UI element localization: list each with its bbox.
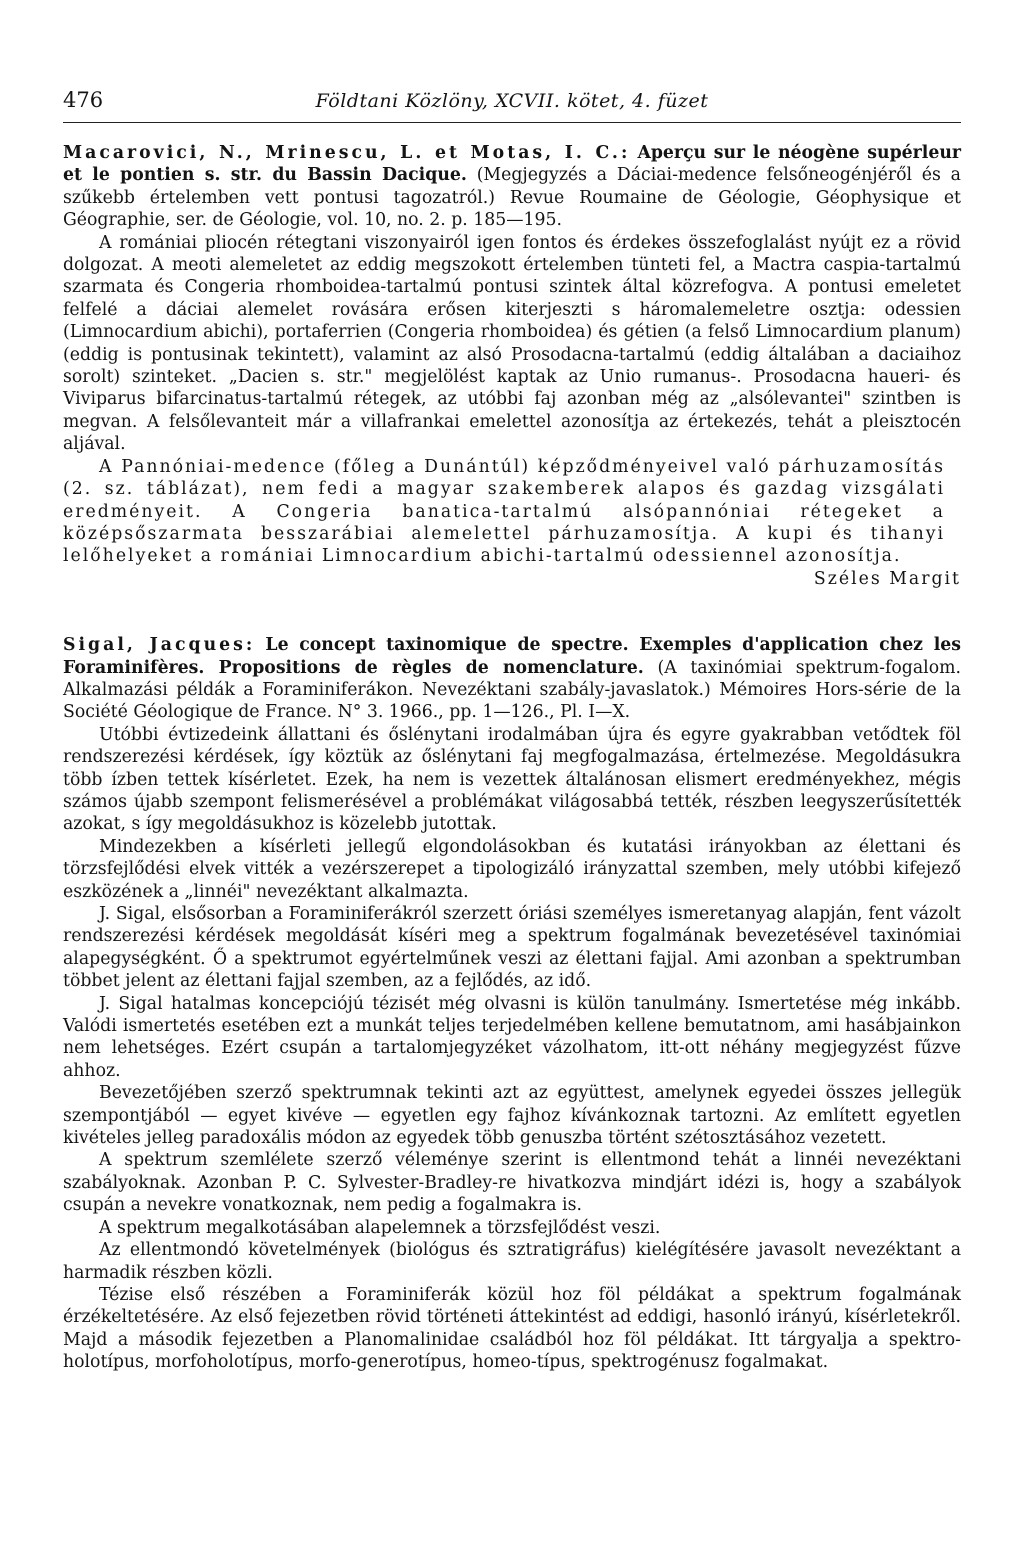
reference-authors: Sigal, Jacques:	[63, 635, 256, 656]
review-paragraph: J. Sigal, elsősorban a Foraminiferákról szerzett óriási személyes ismeretanyag alapján, fent vázolt rendszerezési kérdések megoldását kíséri meg a spektrum fogalmának bevezetésével taxinómiai alapegységként. Ő a spektrumot egyértelműnek veszi az élettani fajjal. Ami azonban a spektrumban többet jelent az élettani fajjal szemben, az a fejlődés, az idő.	[63, 904, 961, 992]
reference-sigal	[63, 634, 961, 724]
review-paragraph: A spektrum megalkotásában alapelemnek a törzsfejlődést veszi.	[99, 1217, 661, 1238]
reference-details: (Megjegyzés a Dáciai-medence felsőneogénjéről és a szűkebb értelemben vett pontusi tagozatról.) Revue Roumaine de Géologie, Géophysique et Géographie, ser. de Géologie, vol. 10, no. 2. p. 185—195.	[63, 165, 961, 231]
review-macarovici	[63, 232, 961, 591]
review-sigal	[63, 724, 961, 1374]
page-header	[63, 88, 961, 123]
reference-details: (A taxinómiai spektrum-fogalom. Alkalmazási példák a Foraminiferákon. Nevezéktani szabály-javaslatok.) Mémoires Hors-série de la Société Géologique de France. N° 3. 1966., pp. 1—126., Pl. I—X.	[63, 657, 961, 723]
review-paragraph: A romániai pliocén rétegtani viszonyairól igen fontos és érdekes összefoglalást nyújt ez a rövid dolgozat. A meoti alemeletet az eddig megszokott értelemben tünteti fel, a Mactra caspia-tartalmú szarmata és Congeria rhomboidea-tartalmú pontusi szintek által közrefogva. A pontusi emeletet felfelé a dáciai alemelet rovására erősen kiterjeszti s háromalemeletre osztja: odessien (Limnocardium abichi), portaferrien (Congeria rhomboidea) és gétien (a felső Limnocardium planum) (eddig is pontusinak tekintett), valamint az alsó Prosodacna-tartalmú (eddig általában a daciaihoz sorolt) szinteket. „Dacien s. str." megjelölést kaptak az Unio rumanus-. Prosodacna haueri- és Viviparus bifarcinatus-tartalmú rétegek, az utóbbi faj azonban még az „alsólevantei" szintben is megvan. A felsőlevanteit már a villafrankai emelettel azonosítja az értekezés, tehát a pleisztocén aljával.	[63, 232, 961, 455]
text-column	[63, 142, 961, 1374]
signature-text: Széles Margit	[813, 568, 961, 589]
review-paragraph-text: A Pannóniai-medence (főleg a Dunántúl) képződményeivel való párhuzamosítás (2. sz. táblázat), nem fedi a magyar szakemberek alapos és gazdag vizsgálati eredményeit. A Congeria banatica-tartalmú alsópannóniai rétegeket a középsőszarmata besszarábiai alemelettel párhuzamosítja. A kupi és tihanyi lelőhelyeket a romániai Limnocardium abichi-tartalmú odessiennel azonosítja.	[63, 456, 945, 567]
review-paragraph: A spektrum szemlélete szerző véleménye szerint is ellentmond tehát a linnéi nevezéktani szabályoknak. Azonban P. C. Sylvester-Bradley-re hivatkozva mindjárt idézi is, hogy a szabályok csupán a nevekre vonatkoznak, nem pedig a fogalmakra is.	[63, 1150, 961, 1216]
review-paragraph: Mindezekben a kísérleti jellegű elgondolásokban és kutatási irányokban az élettani és törzsfejlődési elvek vitték a vezérszerepet a tipologizáló irányzattal szemben, mely utóbbi kifejező eszközének a „linnéi" nevezéktant alkalmazta.	[63, 836, 961, 902]
page-number: 476	[63, 88, 104, 112]
review-paragraph: Utóbbi évtizedeink állattani és őslénytani irodalmában újra és egyre gyakrabban vetődtek föl rendszerezési kérdések, így köztük az őslénytani faj megfogalmazása, értelmezése. Megoldásukra több ízben tettek kísérletet. Ezek, ha nem is vezettek általánosan elismert eredményekhez, mégis számos újabb szempont felismerésével a problémákat világosabbá tették, részben leegyszerűsítették azokat, s így megoldásukhoz is közelebb jutottak.	[63, 724, 961, 835]
reference-macarovici	[63, 142, 961, 232]
journal-title: Földtani Közlöny, XCVII. kötet, 4. füzet	[315, 90, 709, 112]
reference-title: Aperçu sur le néogène supérleur et le pontien s. str. du Bassin Dacique.	[63, 143, 961, 186]
reference-authors: Macarovici, N., Mrinescu, L. et Motas, I. C.:	[63, 143, 631, 163]
reference-title: Le concept taxinomique de spectre. Exemples d'application chez les Foraminifères. Propositions de règles de nomenclature.	[63, 635, 961, 678]
review-paragraph	[63, 456, 961, 568]
review-paragraph: Tézise első részében a Foraminiferák közül hoz föl példákat a spektrum fogalmának érzékeltetésére. Az első fejezetben rövid történeti áttekintést ad eddigi, hasonló irányú, kísérletekről. Majd a második fejezetben a Planomalinidae családból hoz föl példákat. Itt tárgyalja a spektro-holotípus, morfoholotípus, morfo-generotípus, homeo-típus, spektrogénusz fogalmakat.	[63, 1284, 961, 1373]
review-paragraph: Bevezetőjében szerző spektrumnak tekinti azt az együttest, amelynek egyedei összes jellegük szempontjából — egyet kivéve — egyetlen egy fajhoz kívánkoznak tartozni. Az említett egyetlen kivételes jelleg paradoxális módon az egyedek több genuszba történt szétosztásához vezetett.	[63, 1083, 961, 1149]
review-paragraph: Az ellentmondó követelmények (biológus és sztratigráfus) kielégítésére javasolt nevezéktant a harmadik részben közli.	[63, 1240, 961, 1283]
review-paragraph: J. Sigal hatalmas koncepciójú tézisét még olvasni is külön tanulmány. Ismertetése még inkább. Valódi ismertetés esetében ezt a munkát teljes terjedelmében kellene bemutatnom, ami hasábjainkon nem lehetséges. Ezért csupán a tartalomjegyzéket vázolhatom, itt-ott néhány megjegyzést fűzve ahhoz.	[63, 993, 961, 1081]
review-signature	[63, 568, 961, 590]
